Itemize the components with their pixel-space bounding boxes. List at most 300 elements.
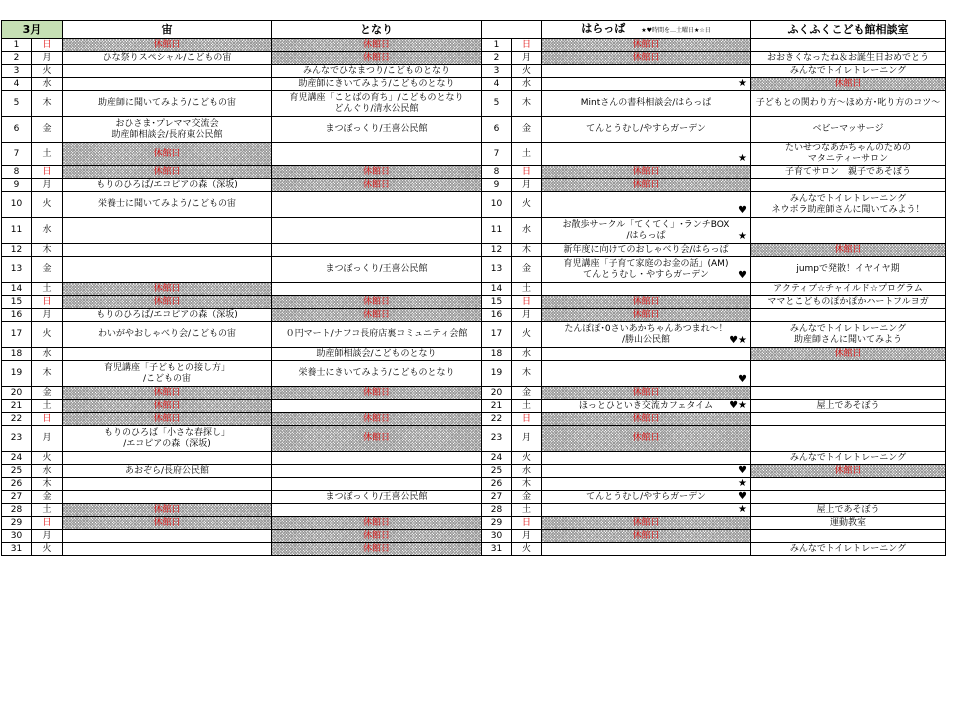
event-mark-icon: ★ xyxy=(738,504,747,515)
table-row xyxy=(2,465,946,478)
day-number: 14 xyxy=(2,283,32,296)
cell-fukufuku xyxy=(751,426,946,452)
weekday: 火 xyxy=(32,452,63,465)
harappa-text: 休館日 xyxy=(632,413,660,424)
cell-sora xyxy=(63,478,272,491)
col-header-tonari: となり xyxy=(272,21,482,39)
weekday: 火 xyxy=(512,452,542,465)
weekday: 木 xyxy=(512,91,542,117)
cell-harappa xyxy=(542,361,751,387)
weekday: 日 xyxy=(512,413,542,426)
cell-sora: 休館日 xyxy=(63,296,272,309)
cell-fukufuku xyxy=(751,387,946,400)
header-row xyxy=(2,21,946,39)
day-number: 16 xyxy=(2,309,32,322)
cell-sora: 休館日 xyxy=(63,143,272,166)
cell-fukufuku xyxy=(751,478,946,491)
table-row xyxy=(2,322,946,348)
table-row xyxy=(2,283,946,296)
cell-sora: 休館日 xyxy=(63,39,272,52)
cell-harappa xyxy=(542,91,751,117)
weekday: 木 xyxy=(32,361,63,387)
weekday: 日 xyxy=(32,296,63,309)
cell-fukufuku: 運動教室 xyxy=(751,517,946,530)
day-number: 19 xyxy=(482,361,512,387)
cell-harappa xyxy=(542,491,751,504)
cell-sora xyxy=(63,543,272,556)
cell-sora: もりのひろば「小さな春探し」 /エコピアの森（深坂) xyxy=(63,426,272,452)
weekday: 木 xyxy=(32,91,63,117)
col-header-blank xyxy=(482,21,542,39)
cell-harappa xyxy=(542,543,751,556)
cell-tonari: 休館日 xyxy=(272,166,482,179)
weekday: 火 xyxy=(512,192,542,218)
cell-tonari: 休館日 xyxy=(272,426,482,452)
day-number: 26 xyxy=(2,478,32,491)
cell-harappa xyxy=(542,218,751,244)
day-number: 8 xyxy=(482,166,512,179)
col-header-harappa: はらっぱ ★♥時間を…土曜日★☆日 xyxy=(542,21,751,39)
weekday: 日 xyxy=(32,39,63,52)
harappa-text: 休館日 xyxy=(632,296,660,307)
cell-fukufuku: ママとこどものぽかぽかハートフルヨガ xyxy=(751,296,946,309)
cell-harappa xyxy=(542,143,751,166)
cell-tonari: 休館日 xyxy=(272,309,482,322)
day-number: 15 xyxy=(2,296,32,309)
weekday: 土 xyxy=(512,504,542,517)
cell-sora: 休館日 xyxy=(63,400,272,413)
table-row xyxy=(2,400,946,413)
day-number: 8 xyxy=(2,166,32,179)
table-row xyxy=(2,65,946,78)
cell-fukufuku: 休館日 xyxy=(751,465,946,478)
cell-tonari: まつぼっくり/王喜公民館 xyxy=(272,257,482,283)
cell-fukufuku xyxy=(751,361,946,387)
cell-sora: 育児講座「子どもとの接し方」 /こどもの宙 xyxy=(63,361,272,387)
cell-tonari: 休館日 xyxy=(272,530,482,543)
schedule-body xyxy=(2,39,946,556)
cell-harappa xyxy=(542,52,751,65)
cell-sora: もりのひろば/エコピアの森（深坂) xyxy=(63,179,272,192)
table-row xyxy=(2,244,946,257)
cell-tonari: 休館日 xyxy=(272,296,482,309)
day-number: 6 xyxy=(2,117,32,143)
harappa-text: 休館日 xyxy=(632,39,660,50)
day-number: 22 xyxy=(2,413,32,426)
cell-fukufuku xyxy=(751,179,946,192)
weekday: 金 xyxy=(512,117,542,143)
table-row xyxy=(2,361,946,387)
day-number: 27 xyxy=(482,491,512,504)
cell-fukufuku: アクティブ☆チャイルド☆プログラム xyxy=(751,283,946,296)
table-row xyxy=(2,117,946,143)
day-number: 23 xyxy=(482,426,512,452)
weekday: 月 xyxy=(32,52,63,65)
cell-sora: 休館日 xyxy=(63,504,272,517)
harappa-text: てんとうむし/やすらガーデン xyxy=(586,491,706,502)
day-number: 30 xyxy=(482,530,512,543)
cell-tonari: ０円マート/ナフコ長府店裏コミュニティ会館 xyxy=(272,322,482,348)
weekday: 火 xyxy=(32,192,63,218)
col-header-sora: 宙 xyxy=(63,21,272,39)
day-number: 24 xyxy=(482,452,512,465)
weekday: 金 xyxy=(32,117,63,143)
weekday: 木 xyxy=(32,478,63,491)
day-number: 20 xyxy=(2,387,32,400)
cell-harappa xyxy=(542,65,751,78)
weekday: 土 xyxy=(32,504,63,517)
weekday: 月 xyxy=(32,530,63,543)
day-number: 13 xyxy=(482,257,512,283)
day-number: 4 xyxy=(482,78,512,91)
cell-sora xyxy=(63,257,272,283)
weekday: 日 xyxy=(32,517,63,530)
cell-fukufuku: みんなでトイレトレーニング xyxy=(751,543,946,556)
weekday: 日 xyxy=(512,296,542,309)
cell-sora: もりのひろば/エコピアの森（深坂) xyxy=(63,309,272,322)
cell-tonari: 休館日 xyxy=(272,413,482,426)
cell-sora: わいがやおしゃべり会/こどもの宙 xyxy=(63,322,272,348)
cell-sora: 栄養士に聞いてみよう/こどもの宙 xyxy=(63,192,272,218)
day-number: 20 xyxy=(482,387,512,400)
weekday: 木 xyxy=(512,361,542,387)
cell-fukufuku xyxy=(751,39,946,52)
weekday: 月 xyxy=(32,309,63,322)
cell-harappa xyxy=(542,296,751,309)
cell-harappa xyxy=(542,166,751,179)
day-number: 2 xyxy=(482,52,512,65)
cell-tonari: みんなでひなまつり/こどものとなり xyxy=(272,65,482,78)
cell-fukufuku: 子育てサロン 親子であそぼう xyxy=(751,166,946,179)
month-label: 3月 xyxy=(2,21,63,39)
cell-sora: 休館日 xyxy=(63,166,272,179)
table-row xyxy=(2,452,946,465)
day-number: 9 xyxy=(2,179,32,192)
cell-harappa xyxy=(542,257,751,283)
cell-harappa xyxy=(542,179,751,192)
cell-harappa xyxy=(542,387,751,400)
cell-harappa xyxy=(542,530,751,543)
cell-tonari xyxy=(272,465,482,478)
weekday: 日 xyxy=(512,517,542,530)
cell-fukufuku: みんなでトイレトレーニング xyxy=(751,452,946,465)
weekday: 土 xyxy=(32,283,63,296)
weekday: 火 xyxy=(512,322,542,348)
weekday: 金 xyxy=(32,257,63,283)
day-number: 31 xyxy=(482,543,512,556)
table-row xyxy=(2,192,946,218)
harappa-text: たんぽぽ･0さいあかちゃんあつまれ～！ /勝山公民館 xyxy=(564,323,728,345)
cell-fukufuku: 屋上であそぼう xyxy=(751,504,946,517)
cell-sora xyxy=(63,78,272,91)
table-row xyxy=(2,543,946,556)
weekday: 水 xyxy=(512,78,542,91)
cell-fukufuku: 休館日 xyxy=(751,348,946,361)
cell-sora xyxy=(63,65,272,78)
day-number: 19 xyxy=(2,361,32,387)
day-number: 7 xyxy=(2,143,32,166)
table-row xyxy=(2,296,946,309)
cell-tonari xyxy=(272,504,482,517)
table-row xyxy=(2,309,946,322)
day-number: 7 xyxy=(482,143,512,166)
harappa-text: 休館日 xyxy=(632,387,660,398)
day-number: 23 xyxy=(2,426,32,452)
table-row xyxy=(2,143,946,166)
cell-tonari: 育児講座「ことばの育ち」/こどものとなり どんぐり/清水公民館 xyxy=(272,91,482,117)
weekday: 火 xyxy=(512,65,542,78)
cell-sora: 助産師に聞いてみよう/こどもの宙 xyxy=(63,91,272,117)
table-row xyxy=(2,257,946,283)
cell-fukufuku: たいせつなあかちゃんのための マタニティーサロン xyxy=(751,143,946,166)
day-number: 16 xyxy=(482,309,512,322)
event-mark-icon: ♥ xyxy=(738,270,747,281)
event-mark-icon: ♥ xyxy=(738,491,747,502)
cell-sora: 休館日 xyxy=(63,517,272,530)
day-number: 3 xyxy=(2,65,32,78)
day-number: 11 xyxy=(482,218,512,244)
cell-tonari: 助産師にきいてみよう/こどものとなり xyxy=(272,78,482,91)
weekday: 火 xyxy=(32,322,63,348)
cell-harappa xyxy=(542,117,751,143)
harappa-text: 休館日 xyxy=(632,309,660,320)
table-row xyxy=(2,504,946,517)
weekday: 月 xyxy=(512,309,542,322)
cell-sora: あおぞら/長府公民館 xyxy=(63,465,272,478)
weekday: 日 xyxy=(512,166,542,179)
day-number: 25 xyxy=(482,465,512,478)
cell-harappa xyxy=(542,517,751,530)
cell-tonari: 休館日 xyxy=(272,387,482,400)
weekday: 木 xyxy=(512,478,542,491)
day-number: 18 xyxy=(482,348,512,361)
cell-fukufuku: みんなでトイレトレーニング 助産師さんに聞いてみよう xyxy=(751,322,946,348)
cell-tonari xyxy=(272,218,482,244)
day-number: 18 xyxy=(2,348,32,361)
cell-fukufuku: みんなでトイレトレーニング ネウボラ助産師さんに聞いてみよう！ xyxy=(751,192,946,218)
weekday: 水 xyxy=(32,465,63,478)
table-row xyxy=(2,39,946,52)
weekday: 日 xyxy=(32,413,63,426)
harappa-note: ★♥時間を…土曜日★☆日 xyxy=(641,27,711,34)
day-number: 17 xyxy=(2,322,32,348)
day-number: 1 xyxy=(482,39,512,52)
cell-sora xyxy=(63,530,272,543)
weekday: 水 xyxy=(32,348,63,361)
table-row xyxy=(2,218,946,244)
harappa-text: 休館日 xyxy=(632,166,660,177)
table-row xyxy=(2,413,946,426)
harappa-text: 新年度に向けてのおしゃべり会/はらっぱ xyxy=(563,244,729,255)
day-number: 29 xyxy=(482,517,512,530)
weekday: 日 xyxy=(512,39,542,52)
cell-tonari xyxy=(272,478,482,491)
table-row xyxy=(2,517,946,530)
table-row xyxy=(2,426,946,452)
cell-tonari: 休館日 xyxy=(272,543,482,556)
harappa-text: てんとうむし/やすらガーデン xyxy=(586,124,706,134)
day-number: 4 xyxy=(2,78,32,91)
cell-tonari: 休館日 xyxy=(272,517,482,530)
day-number: 31 xyxy=(2,543,32,556)
col-header-fukufuku: ふくふくこども館相談室 xyxy=(751,21,946,39)
weekday: 土 xyxy=(512,283,542,296)
cell-tonari xyxy=(272,244,482,257)
harappa-text: 休館日 xyxy=(632,517,660,528)
schedule-table xyxy=(1,20,946,556)
day-number: 30 xyxy=(2,530,32,543)
weekday: 金 xyxy=(32,491,63,504)
cell-fukufuku: 子どもとの関わり方～ほめ方･叱り方のコツ～ xyxy=(751,91,946,117)
cell-harappa xyxy=(542,348,751,361)
cell-tonari xyxy=(272,143,482,166)
day-number: 10 xyxy=(2,192,32,218)
weekday: 金 xyxy=(512,491,542,504)
weekday: 水 xyxy=(32,78,63,91)
cell-harappa xyxy=(542,192,751,218)
weekday: 金 xyxy=(512,257,542,283)
cell-tonari: 休館日 xyxy=(272,52,482,65)
table-row xyxy=(2,530,946,543)
day-number: 12 xyxy=(2,244,32,257)
day-number: 28 xyxy=(2,504,32,517)
cell-sora: ひな祭りスペシャル/こどもの宙 xyxy=(63,52,272,65)
cell-sora: おひさま･プレママ交流会 助産師相談会/長府東公民館 xyxy=(63,117,272,143)
weekday: 日 xyxy=(32,166,63,179)
cell-fukufuku xyxy=(751,413,946,426)
weekday: 水 xyxy=(32,218,63,244)
table-row xyxy=(2,387,946,400)
cell-fukufuku xyxy=(751,530,946,543)
cell-tonari xyxy=(272,192,482,218)
cell-tonari xyxy=(272,400,482,413)
day-number: 29 xyxy=(2,517,32,530)
cell-harappa xyxy=(542,478,751,491)
cell-fukufuku: おおきくなったね＆お誕生日おめでとう xyxy=(751,52,946,65)
event-mark-icon: ★ xyxy=(738,231,747,242)
weekday: 水 xyxy=(512,348,542,361)
weekday: 月 xyxy=(512,52,542,65)
weekday: 金 xyxy=(32,387,63,400)
day-number: 2 xyxy=(2,52,32,65)
day-number: 10 xyxy=(482,192,512,218)
cell-harappa xyxy=(542,465,751,478)
cell-harappa xyxy=(542,400,751,413)
cell-fukufuku xyxy=(751,309,946,322)
cell-tonari: 休館日 xyxy=(272,39,482,52)
day-number: 27 xyxy=(2,491,32,504)
cell-harappa xyxy=(542,504,751,517)
cell-fukufuku: jumpで発散！イヤイヤ期 xyxy=(751,257,946,283)
table-row xyxy=(2,78,946,91)
cell-sora xyxy=(63,218,272,244)
weekday: 月 xyxy=(32,426,63,452)
cell-harappa xyxy=(542,39,751,52)
harappa-text: 休館日 xyxy=(632,433,660,443)
event-mark-icon: ♥★ xyxy=(729,335,747,346)
weekday: 金 xyxy=(512,387,542,400)
weekday: 火 xyxy=(512,543,542,556)
day-number: 15 xyxy=(482,296,512,309)
day-number: 13 xyxy=(2,257,32,283)
table-row xyxy=(2,166,946,179)
event-mark-icon: ★ xyxy=(738,78,747,89)
day-number: 1 xyxy=(2,39,32,52)
day-number: 6 xyxy=(482,117,512,143)
table-row xyxy=(2,348,946,361)
weekday: 木 xyxy=(32,244,63,257)
event-mark-icon: ★ xyxy=(738,478,747,489)
harappa-text: 休館日 xyxy=(632,179,660,190)
day-number: 5 xyxy=(2,91,32,117)
table-row xyxy=(2,478,946,491)
cell-sora xyxy=(63,491,272,504)
table-row xyxy=(2,179,946,192)
table-row xyxy=(2,491,946,504)
day-number: 28 xyxy=(482,504,512,517)
day-number: 3 xyxy=(482,65,512,78)
cell-fukufuku: 休館日 xyxy=(751,78,946,91)
event-mark-icon: ♥ xyxy=(738,205,747,216)
cell-fukufuku: 休館日 xyxy=(751,244,946,257)
cell-sora: 休館日 xyxy=(63,413,272,426)
weekday: 月 xyxy=(512,179,542,192)
day-number: 17 xyxy=(482,322,512,348)
cell-harappa xyxy=(542,413,751,426)
event-mark-icon: ♥ xyxy=(738,374,747,385)
day-number: 5 xyxy=(482,91,512,117)
cell-sora: 休館日 xyxy=(63,387,272,400)
event-mark-icon: ★ xyxy=(738,153,747,164)
cell-sora xyxy=(63,348,272,361)
weekday: 火 xyxy=(32,543,63,556)
cell-tonari: まつぼっくり/王喜公民館 xyxy=(272,117,482,143)
weekday: 土 xyxy=(32,143,63,166)
weekday: 水 xyxy=(512,465,542,478)
harappa-text: Mintさんの書科相談会/はらっぱ xyxy=(580,98,712,108)
weekday: 土 xyxy=(512,143,542,166)
cell-harappa xyxy=(542,309,751,322)
weekday: 土 xyxy=(512,400,542,413)
cell-sora xyxy=(63,244,272,257)
event-mark-icon: ♥★ xyxy=(729,400,747,411)
table-row xyxy=(2,52,946,65)
day-number: 26 xyxy=(482,478,512,491)
cell-harappa xyxy=(542,78,751,91)
cell-tonari: 栄養士にきいてみよう/こどものとなり xyxy=(272,361,482,387)
cell-fukufuku xyxy=(751,218,946,244)
weekday: 土 xyxy=(32,400,63,413)
day-number: 24 xyxy=(2,452,32,465)
cell-tonari xyxy=(272,452,482,465)
cell-harappa xyxy=(542,426,751,452)
cell-fukufuku: ベビーマッサージ xyxy=(751,117,946,143)
weekday: 月 xyxy=(512,530,542,543)
cell-tonari: 助産師相談会/こどものとなり xyxy=(272,348,482,361)
cell-fukufuku: みんなでトイレトレーニング xyxy=(751,65,946,78)
cell-tonari: まつぼっくり/王喜公民館 xyxy=(272,491,482,504)
day-number: 21 xyxy=(482,400,512,413)
weekday: 水 xyxy=(512,218,542,244)
cell-sora: 休館日 xyxy=(63,283,272,296)
day-number: 21 xyxy=(2,400,32,413)
harappa-text: 休館日 xyxy=(632,52,660,63)
table-row xyxy=(2,91,946,117)
day-number: 14 xyxy=(482,283,512,296)
cell-harappa xyxy=(542,452,751,465)
day-number: 25 xyxy=(2,465,32,478)
cell-fukufuku: 屋上であそぼう xyxy=(751,400,946,413)
